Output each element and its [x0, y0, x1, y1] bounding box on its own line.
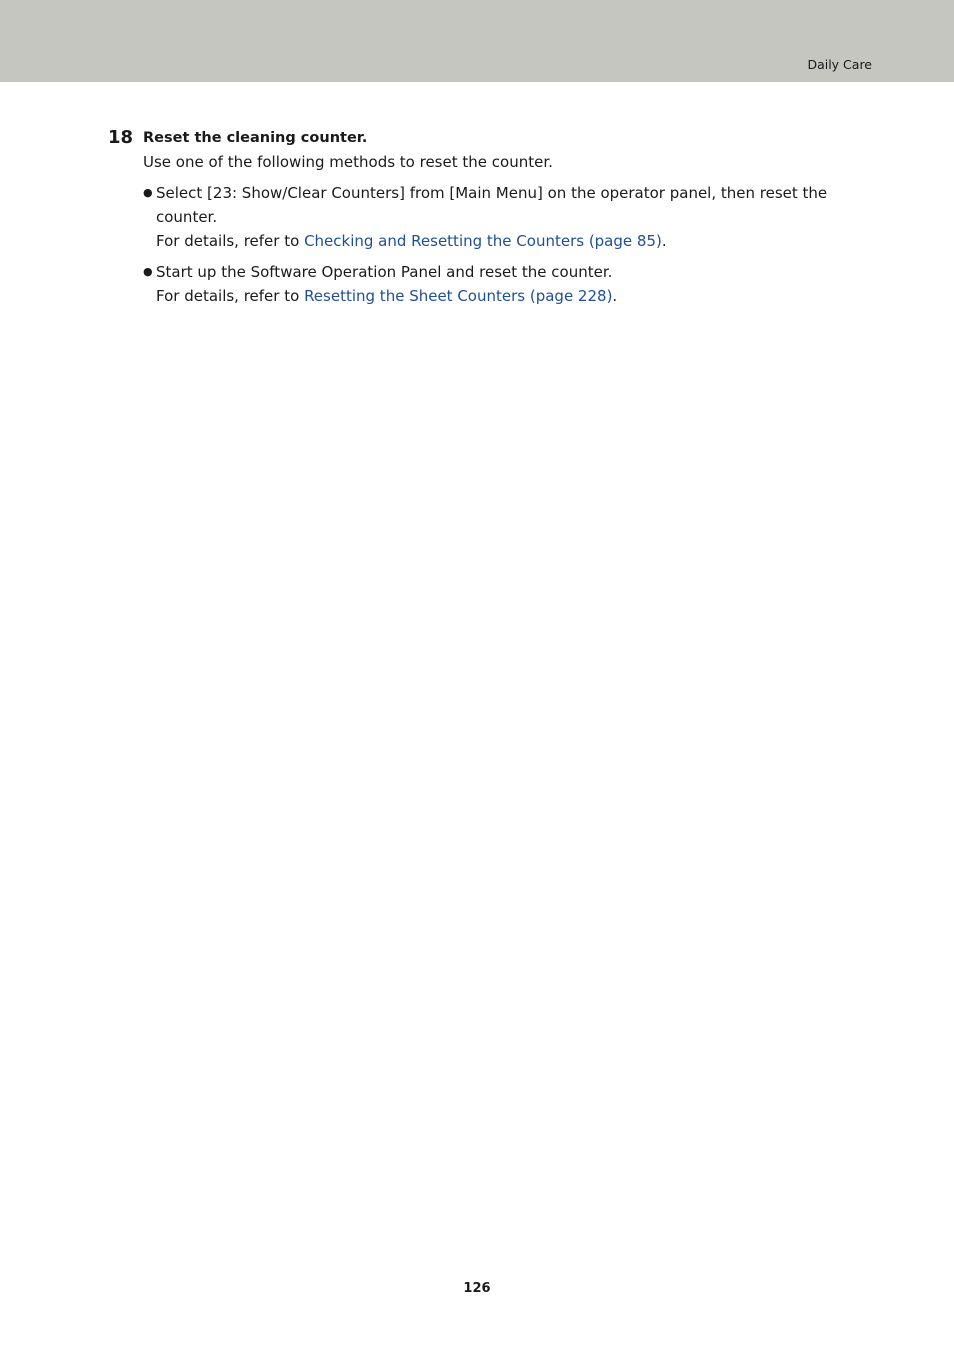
- step-heading: Reset the cleaning counter.: [143, 130, 368, 146]
- method-description: Select [23: Show/Clear Counters] from [Main Menu] on the operator panel, then reset the counter.: [156, 184, 828, 226]
- step-body: [143, 126, 843, 315]
- method-list: [143, 181, 843, 308]
- method-detail: [156, 229, 843, 253]
- bullet-icon: ●: [143, 186, 153, 199]
- method-description: Start up the Software Operation Panel and reset the counter.: [156, 263, 613, 281]
- list-item: [143, 260, 843, 308]
- bullet-icon: ●: [143, 265, 153, 278]
- detail-suffix: .: [612, 287, 618, 305]
- step-number: 18: [108, 127, 134, 148]
- list-item: [143, 181, 843, 253]
- detail-suffix: .: [661, 232, 667, 250]
- detail-prefix: For details, refer to: [156, 287, 305, 305]
- section-title: Daily Care: [807, 57, 872, 72]
- method-detail: [156, 284, 843, 308]
- page-number: 126: [463, 1281, 491, 1296]
- detail-prefix: For details, refer to: [156, 232, 305, 250]
- link-checking-resetting-counters[interactable]: Checking and Resetting the Counters (page 85): [304, 232, 662, 250]
- link-resetting-sheet-counters[interactable]: Resetting the Sheet Counters (page 228): [304, 287, 613, 305]
- header-band: [0, 0, 954, 82]
- step-intro: Use one of the following methods to reset the counter.: [143, 153, 553, 171]
